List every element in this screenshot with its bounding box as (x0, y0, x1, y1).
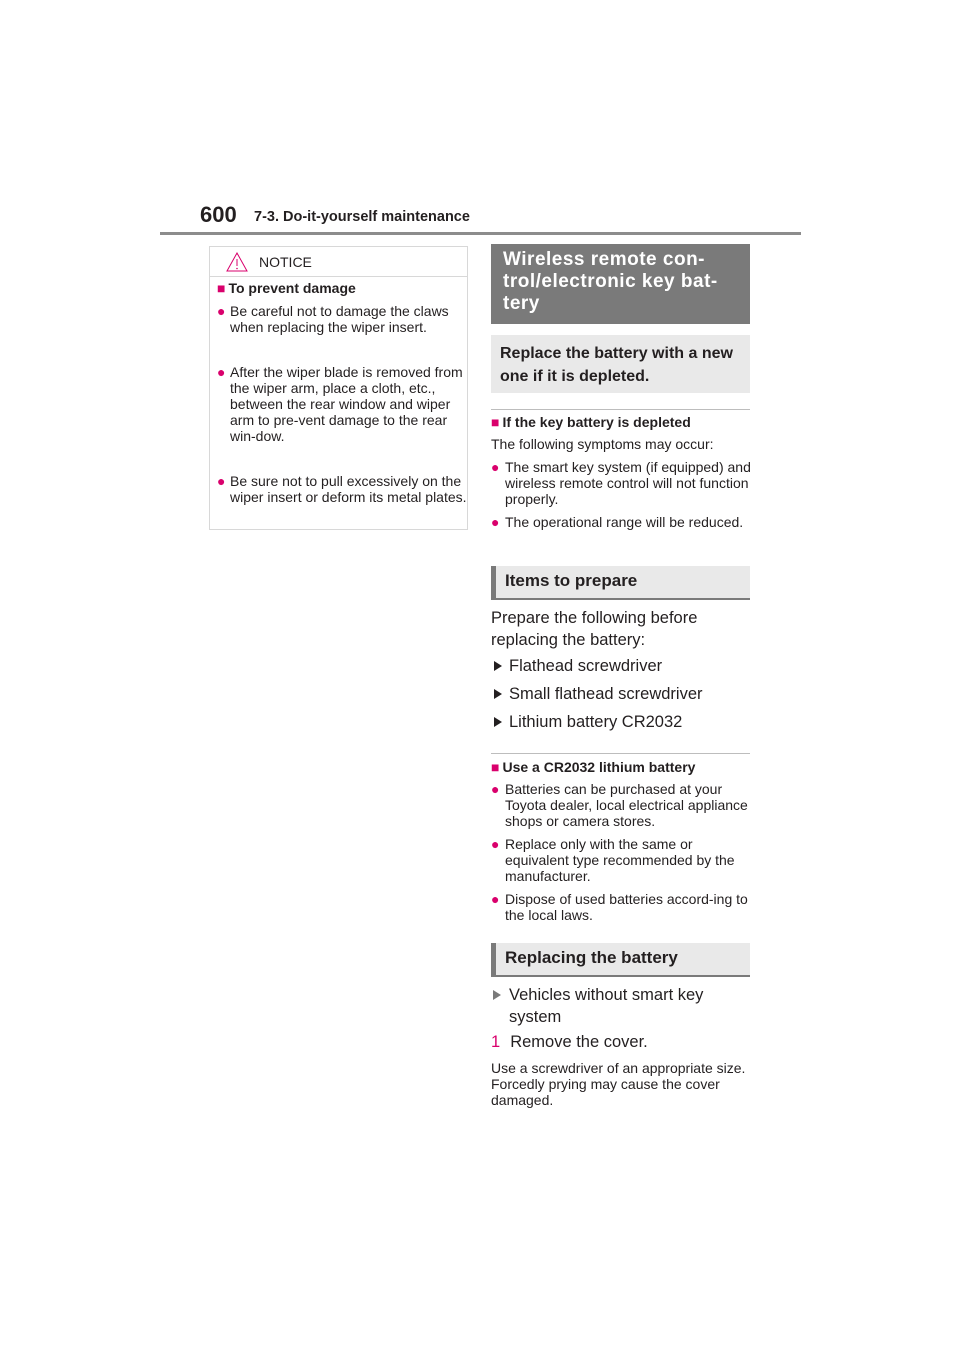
section-title: 7-3. Do-it-yourself maintenance (254, 209, 470, 225)
prepare-lead: Prepare the following before replacing the battery: (491, 609, 698, 649)
cr2032-item: ● Replace only with the same or equivalent type recommended by the manufacturer. (491, 836, 735, 884)
condition-arrow-icon (493, 990, 501, 1000)
notice-box (209, 246, 468, 530)
prepare-bullet: Small flathead screwdriver (494, 685, 703, 704)
depleted-lead: The following symptoms may occur: (491, 436, 714, 452)
section-banner: Wireless remote con-trol/electronic key bat-tery (491, 244, 750, 324)
cr2032-subheading: ■ Use a CR2032 lithium battery (491, 759, 696, 775)
depleted-item: ● The smart key system (if equipped) and wireless remote control will not function properly. (491, 459, 751, 507)
notice-item: ● After the wiper blade is removed from the wiper arm, place a cloth, etc., between the rear window and wiper arm to pre-vent damage to the rear win-dow. (217, 364, 463, 444)
step-note: Use a screwdriver of an appropriate size. Forcedly prying may cause the cover damaged. (491, 1060, 746, 1108)
notice-item: ● Be careful not to damage the claws when replacing the wiper insert. (217, 303, 449, 335)
header-rule (160, 232, 801, 235)
prepare-bullet: Flathead screwdriver (494, 657, 662, 676)
condition-line: Vehicles without smart key system (491, 984, 731, 1028)
depleted-item: ● The operational range will be reduced. (491, 514, 744, 530)
bullet-triangle-icon (494, 717, 502, 727)
items-to-prepare-heading: Items to prepare (491, 566, 750, 600)
page-number: 600 (200, 202, 237, 227)
notice-subheading: ■ To prevent damage (217, 280, 356, 296)
intro-box: Replace the battery with a new one if it is depleted. (491, 335, 750, 393)
bullet-triangle-icon (494, 689, 502, 699)
depleted-subheading: ■ If the key battery is depleted (491, 414, 691, 430)
notice-label: NOTICE (259, 254, 312, 270)
cr2032-item: ● Batteries can be purchased at your Toyota dealer, local electrical appliance shops or camera stores. (491, 781, 748, 829)
notice-item: ● Be sure not to pull excessively on the wiper insert or deform its metal plates. (217, 473, 467, 505)
replacing-heading: Replacing the battery (491, 943, 750, 977)
bullet-triangle-icon (494, 661, 502, 671)
warning-triangle-icon (226, 252, 248, 272)
notice-header (210, 247, 467, 277)
divider (491, 753, 750, 754)
prepare-bullet: Lithium battery CR2032 (494, 713, 682, 732)
cr2032-item: ● Dispose of used batteries accord-ing to the local laws. (491, 891, 748, 923)
divider (491, 409, 750, 410)
step-number: 1 (491, 1033, 501, 1051)
step-line: 1 Remove the cover. (491, 1033, 648, 1051)
